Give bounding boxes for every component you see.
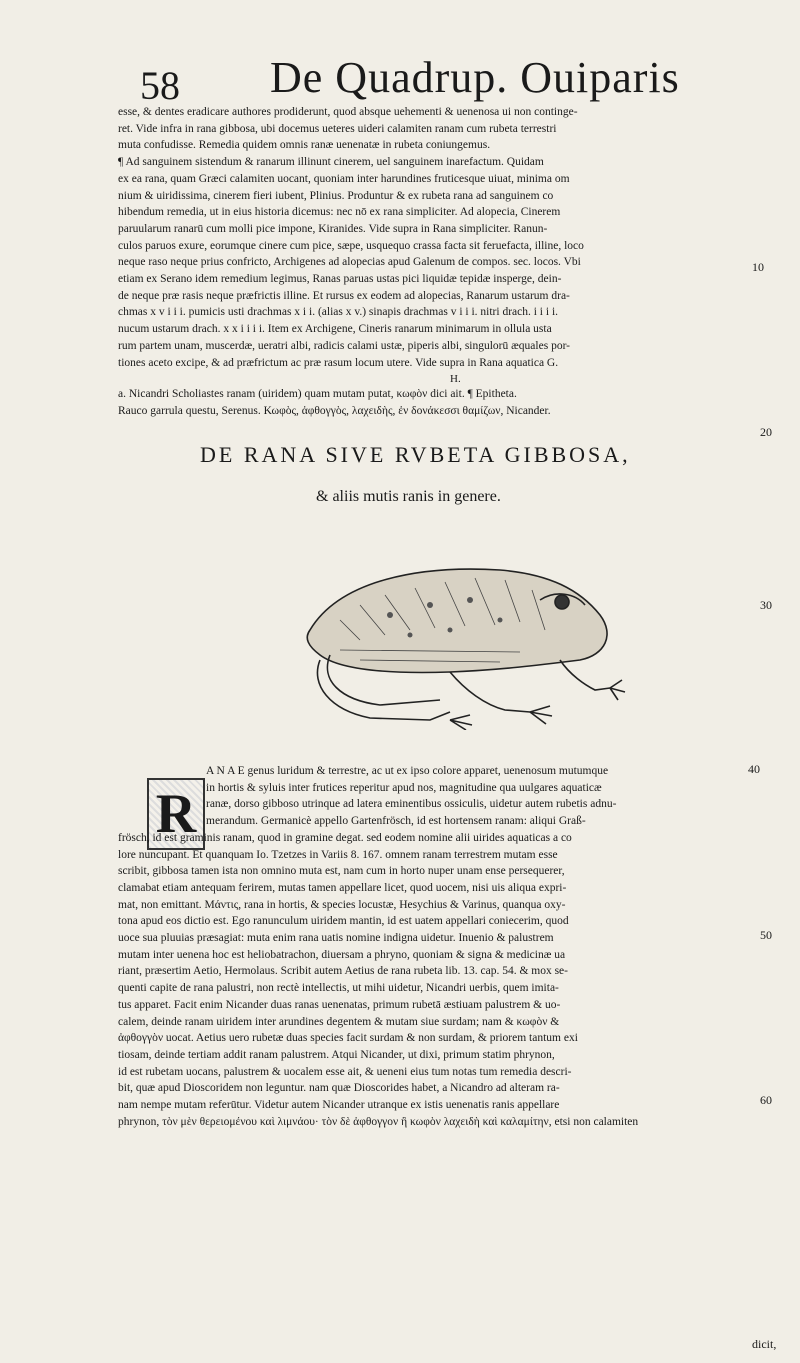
text-line: ranæ, dorso gibboso utrinque ad latera eminentibus ossiculis, uidetur autem rubetis adnu- xyxy=(206,798,617,811)
text-line: A N A E genus luridum & terrestre, ac ut ex ipso colore apparet, uenenosum mutumque xyxy=(206,765,609,777)
text-line: lore nuncupant. Et quanquam Io. Tzetzes in Variis 8. 167. omnem ranam terrestrem mutam esse xyxy=(118,848,558,861)
text-line: tona apud eos dictio est. Ego ranunculum uiridem mantin, id est uatem appellari coniecerim, quod xyxy=(118,915,569,928)
after-text-block xyxy=(118,386,790,419)
text-line: etiam ex Serano idem remedium legimus, Ranas paruas ustas pici liquidæ tepidæ insperge, dein- xyxy=(118,273,562,286)
text-line: tus apparet. Facit enim Nicander duas ranas uenenatas, primum rubetā æstiuam palustrem & uo- xyxy=(118,998,561,1011)
text-line: riant, præsertim Aetio, Hermolaus. Scribit autem Aetius de rana rubeta lib. 13. cap. 54. & mox se- xyxy=(118,965,568,978)
text-line: frösch, id est graminis ranam, quod in gramine degat. sed eodem nomine alii uirides aquaticas a co xyxy=(118,831,572,844)
text-line: clamabat etiam antequam ferirem, mutas tamen appellare licet, quod uocem, nisi uis aliqua expri- xyxy=(118,881,567,894)
text-line: culos paruos exure, eorumque cinere cum pice, sæpe, usquequo crassa facta sit feruefacta, illine, loco xyxy=(118,239,584,252)
text-line: a. Nicandri Scholiastes ranam (uiridem) quam mutam putat, κωφὸν dici ait. ¶ Epitheta. xyxy=(118,388,517,400)
text-line: id est rubetam uocans, palustrem & uocalem esse ait, & ueneni eius tum notas tum remedia descri- xyxy=(118,1065,572,1078)
margin-number: 40 xyxy=(748,762,760,776)
text-line: hibendum remedia, ut in eius historia dicemus: nec nō ex rana simpliciter. Ad alopecia, Cinerem xyxy=(118,206,561,219)
text-line: scribit, gibbosa tamen ista non omnino muta est, nam cum in horto nuper unam ense persequerer, xyxy=(118,865,565,878)
text-line: uoce sua pluuias præsagiat: muta enim rana uatis nomine indigna uidetur. Inuenio & palustrem xyxy=(118,932,554,945)
text-line: muta confudisse. Remedia quidem omnis ranæ uenenatæ in rubeta coniungemus. xyxy=(118,139,491,152)
running-head: De Quadrup. Ouiparis xyxy=(270,53,680,102)
text-line: nucum ustarum drach. x x i i i i. Item ex Archigene, Cineris ranarum minimarum in ollula usta xyxy=(118,323,552,336)
text-line: mat, non emittant. Μάντις, rana in hortis, & species locustæ, Hesychius & Varinus, quanqua oxy- xyxy=(118,898,566,911)
text-line: bit, quæ apud Dioscoridem non leguntur. nam quæ Dioscorides habet, a Nicandro ad alteram ra- xyxy=(118,1082,560,1095)
body-text-block xyxy=(118,763,790,1130)
text-line: nam nempe mutam referūtur. Videtur autem Nicander utranque ex istis uenenatis ranis appellare xyxy=(118,1099,560,1112)
text-line: quenti capite de rana palustri, non rectè intellectis, ut mihi uidetur, Nicandri uerbis, quem imita- xyxy=(118,982,559,995)
text-line: paruularum ranarū cum molli pice impone, Kiranides. Vide supra in Rana simpliciter. Ranun- xyxy=(118,222,548,235)
text-line: ret. Vide infra in rana gibbosa, ubi docemus ueteres uideri calamiten ranam cum rubeta terrestri xyxy=(118,122,557,135)
text-line: de neque præ rasis neque præfrictis illine. Et rursus ex eodem ad alopecias, Ranarum ustarum dra- xyxy=(118,289,570,302)
text-line: tiones aceto excipe, & ad præfrictum ac præ rasum locum utere. Vide supra in Rana aquatica G. xyxy=(118,356,559,369)
margin-number: 50 xyxy=(760,928,772,942)
signature-mark: H. xyxy=(450,373,461,385)
page-number: 58 xyxy=(140,63,180,108)
text-line: merandum. Germanicè appello Gartenfrösch, id est hortensem ranam: aliqui Graß- xyxy=(206,815,586,828)
catchword: dicit, xyxy=(752,1337,777,1351)
margin-number: 20 xyxy=(760,425,772,439)
text-line: esse, & dentes eradicare authores prodiderunt, quod absque uehementi & uenenosa ui non continge- xyxy=(118,106,578,118)
text-line: Rauco garrula questu, Serenus. Κωφὸς, ἀφθογγὸς, λαχειδὴς, ἐν δονάκεσσι θαμίζων, Nicander. xyxy=(118,404,551,417)
text-line: rum partem unam, muscerdæ, ueratri albi, radicis calami ustæ, piperis albi, singulorū æquales por- xyxy=(118,339,570,352)
text-line: calem, deinde ranam uiridem inter arundines degentem & mutam siue surdam; nam & κωφὸν & xyxy=(118,1015,560,1028)
decorated-initial: R xyxy=(147,778,205,850)
text-line: ἀφθογγὸν uocat. Aetius uero rubetæ duas species facit surdam & non surdam, & priorem tantum exi xyxy=(118,1032,578,1045)
text-line: ex ea rana, quam Græci calamiten uocant, quoniam inter harundines fruticesque uiuat, minima om xyxy=(118,172,570,185)
text-line: mutam inter uenena hoc est heliobatrachon, diuersam a phryno, quoniam & signa & medicinæ ua xyxy=(118,948,566,961)
text-line: ¶ Ad sanguinem sistendum & ranarum illinunt cinerem, uel sanguinem inarefactum. Quidam xyxy=(118,156,544,169)
chapter-title: DE RANA SIVE RVBETA GIBBOSA, xyxy=(200,442,631,467)
chapter-subtitle: & aliis mutis ranis in genere. xyxy=(316,488,501,505)
text-line: tiosam, deinde tertiam addit ranam palustrem. Atqui Nicander, ut dixi, primum statim phrynon, xyxy=(118,1048,555,1061)
margin-number: 30 xyxy=(760,598,772,612)
text-line: chmas x v i i i. pumicis usti drachmas x i i. (alias x v.) sinapis drachmas v i i i. nitri drach. i i i i. xyxy=(118,306,559,319)
text-line: nium & uiridissima, cinerem fieri iubent, Plinius. Produntur & ex rubeta rana ad sanguinem co xyxy=(118,189,554,202)
frog-woodcut-figure xyxy=(300,560,630,730)
margin-number: 10 xyxy=(752,260,764,274)
text-line: phrynon, τὸν μὲν θερειομένου καὶ λιμνάου· τὸν δὲ ἀφθογγον ἢ κωφὸν λαχειδὴ καὶ καλαμίτην, etsi non calamiten xyxy=(118,1115,639,1128)
top-text-block xyxy=(118,104,790,371)
text-line: neque raso neque prius confricto, Archigenes ad alopecias apud Galenum de compos. sec. locos. Vbi xyxy=(118,256,581,269)
text-line: in hortis & syluis inter frutices reperitur apud nos, magnitudine qua uulgares aquaticæ xyxy=(206,781,602,794)
margin-number: 60 xyxy=(760,1093,772,1107)
